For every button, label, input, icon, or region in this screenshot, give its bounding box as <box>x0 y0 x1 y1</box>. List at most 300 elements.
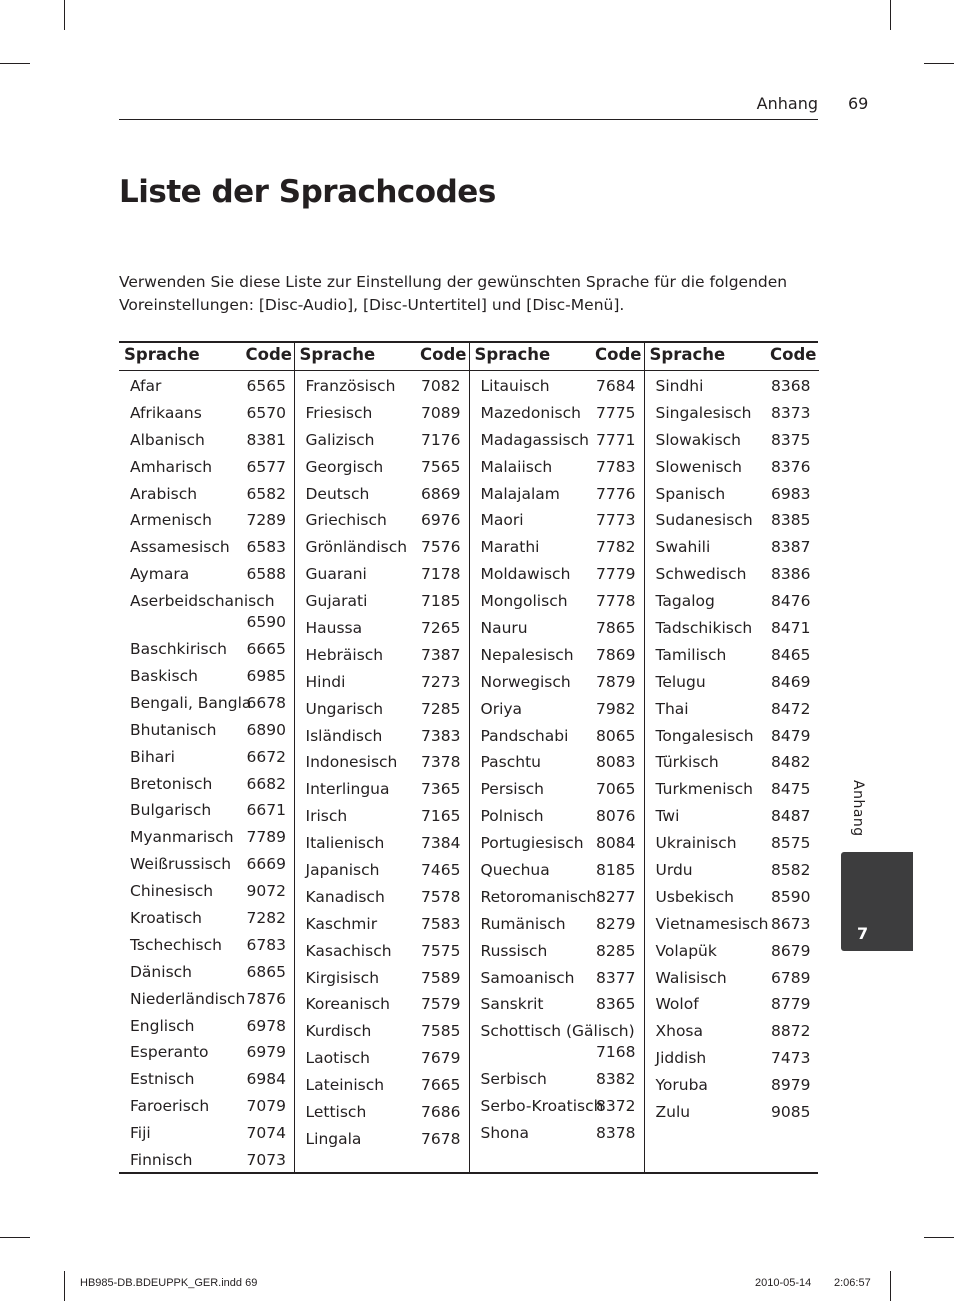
crop-mark <box>924 63 954 64</box>
table-row <box>295 400 469 427</box>
language-code: 7565 <box>421 457 461 476</box>
table-row <box>119 824 294 851</box>
footer-date: 2010-05-14 <box>755 1277 812 1289</box>
table-row <box>645 830 819 857</box>
table-row <box>645 723 819 750</box>
language-name: Dänisch <box>130 962 192 981</box>
language-code: 7773 <box>596 511 636 530</box>
table-row <box>470 1093 644 1120</box>
language-name: Deutsch <box>305 484 370 503</box>
table-row <box>295 938 469 965</box>
table-row <box>645 561 819 588</box>
table-row <box>295 991 469 1018</box>
language-name: Georgisch <box>305 457 384 476</box>
language-code: 7282 <box>246 909 286 928</box>
language-name: Guarani <box>305 565 367 584</box>
table-row <box>119 797 294 824</box>
language-code: 6783 <box>246 935 286 954</box>
column-header <box>119 343 294 371</box>
language-code: 7089 <box>421 403 461 422</box>
language-name: Telugu <box>655 672 706 691</box>
table-row <box>470 1018 644 1066</box>
language-name: Assamesisch <box>130 538 230 557</box>
table-row <box>119 588 294 636</box>
table-row <box>119 1013 294 1040</box>
table-row <box>470 669 644 696</box>
language-name: Galizisch <box>305 430 375 449</box>
language-name: Malajalam <box>480 484 560 503</box>
language-code: 7789 <box>246 828 286 847</box>
language-code: 8475 <box>771 780 811 799</box>
language-code: 8076 <box>596 807 636 826</box>
language-code: 8376 <box>771 457 811 476</box>
language-code: 6865 <box>246 962 286 981</box>
language-name: Esperanto <box>130 1043 209 1062</box>
language-name: Amharisch <box>130 457 213 476</box>
language-code: 6890 <box>246 720 286 739</box>
language-name: Aymara <box>130 565 190 584</box>
table-row <box>645 749 819 776</box>
language-name: Sindhi <box>655 377 704 395</box>
language-name: Volapük <box>655 941 717 960</box>
language-name: Lateinisch <box>305 1076 385 1095</box>
table-row <box>470 400 644 427</box>
language-code: 6588 <box>246 565 286 584</box>
table-row <box>470 696 644 723</box>
language-name: Usbekisch <box>655 887 734 906</box>
table-row <box>645 857 819 884</box>
language-name: Mongolisch <box>480 592 568 611</box>
table-row <box>119 1066 294 1093</box>
language-code: 7383 <box>421 726 461 745</box>
language-name: Xhosa <box>655 1022 703 1041</box>
language-code: 9072 <box>246 882 286 901</box>
language-name: Armenisch <box>130 511 212 530</box>
header-code: Code <box>420 345 467 364</box>
language-name: Malaiisch <box>480 457 553 476</box>
table-row <box>470 938 644 965</box>
table-row <box>295 454 469 481</box>
language-name: Moldawisch <box>480 565 571 584</box>
table-row <box>470 481 644 508</box>
language-name: Schwedisch <box>655 565 747 584</box>
table-row <box>470 373 644 400</box>
language-code: 6978 <box>246 1016 286 1035</box>
table-row <box>119 851 294 878</box>
language-name: Isländisch <box>305 726 383 745</box>
table-row <box>119 561 294 588</box>
language-code: 8386 <box>771 565 811 584</box>
language-name: Paschtu <box>480 753 541 772</box>
language-name: Aserbeidschanisch <box>130 592 275 611</box>
language-name: Mazedonisch <box>480 403 581 422</box>
table-row <box>295 776 469 803</box>
language-code: 7365 <box>421 780 461 799</box>
table-row <box>470 561 644 588</box>
language-name: Ukrainisch <box>655 834 737 853</box>
language-name: Slowenisch <box>655 457 742 476</box>
language-code: 8277 <box>596 887 636 906</box>
language-name: Turkmenisch <box>655 780 753 799</box>
language-name: Chinesisch <box>130 882 214 901</box>
table-column <box>294 343 469 1172</box>
language-code: 7775 <box>596 403 636 422</box>
table-row <box>470 857 644 884</box>
table-row <box>645 776 819 803</box>
table-row <box>470 534 644 561</box>
table-row <box>470 588 644 615</box>
language-code: 7165 <box>421 807 461 826</box>
language-code: 7273 <box>421 672 461 691</box>
table-row <box>645 1072 819 1099</box>
language-code: 8673 <box>771 914 811 933</box>
language-name: Pandschabi <box>480 726 569 745</box>
language-name: Bretonisch <box>130 774 213 793</box>
language-name: Kanadisch <box>305 887 385 906</box>
language-name: Shona <box>480 1124 529 1143</box>
table-row <box>295 427 469 454</box>
table-row <box>119 932 294 959</box>
header-language: Sprache <box>299 345 376 364</box>
language-name: Gujarati <box>305 592 368 611</box>
language-name: Bhutanisch <box>130 720 217 739</box>
language-code: 7778 <box>596 592 636 611</box>
table-row <box>119 771 294 798</box>
language-code: 6984 <box>246 1070 286 1089</box>
table-row <box>119 905 294 932</box>
language-name: Sudanesisch <box>655 511 753 530</box>
table-row <box>295 1045 469 1072</box>
table-row <box>119 481 294 508</box>
table-row <box>470 1120 644 1147</box>
table-row <box>645 427 819 454</box>
table-row <box>645 938 819 965</box>
table-row <box>295 1018 469 1045</box>
language-code: 6590 <box>246 613 286 632</box>
table-row <box>119 1093 294 1120</box>
table-row <box>645 642 819 669</box>
table-row <box>470 723 644 750</box>
table-row <box>470 642 644 669</box>
language-name: Kirgisisch <box>305 968 380 987</box>
language-name: Estnisch <box>130 1070 195 1089</box>
table-row <box>119 959 294 986</box>
table-row <box>295 965 469 992</box>
language-name: Sanskrit <box>480 995 544 1014</box>
table-row <box>470 803 644 830</box>
language-name: Arabisch <box>130 484 198 503</box>
table-row <box>645 1018 819 1045</box>
language-code: 8185 <box>596 861 636 880</box>
language-code: 6678 <box>246 693 286 712</box>
language-name: Polnisch <box>480 807 544 826</box>
table-column <box>469 343 644 1172</box>
language-code: 7579 <box>421 995 461 1014</box>
table-row <box>295 615 469 642</box>
header-code: Code <box>245 345 292 364</box>
language-code: 8465 <box>771 645 811 664</box>
table-row <box>295 481 469 508</box>
language-name: Afrikaans <box>130 403 202 422</box>
language-name: Haussa <box>305 619 363 638</box>
language-name: Retoromanisch <box>480 887 597 906</box>
language-code: 8487 <box>771 807 811 826</box>
crop-mark <box>924 1237 954 1238</box>
language-code: 9085 <box>771 1103 811 1122</box>
table-row <box>295 803 469 830</box>
language-name: Laotisch <box>305 1049 370 1068</box>
table-row <box>295 857 469 884</box>
table-row <box>295 1099 469 1126</box>
language-code: 8779 <box>771 995 811 1014</box>
table-row <box>295 561 469 588</box>
table-row <box>645 991 819 1018</box>
language-code: 8378 <box>596 1124 636 1143</box>
language-name: Tadschikisch <box>655 619 753 638</box>
language-name: Hindi <box>305 672 346 691</box>
language-code: 8582 <box>771 861 811 880</box>
language-name: Griechisch <box>305 511 387 530</box>
language-code: 6671 <box>246 801 286 820</box>
language-name: Hebräisch <box>305 645 384 664</box>
footer-time: 2:06:57 <box>834 1277 871 1289</box>
language-code: 6976 <box>421 511 461 530</box>
language-code: 7176 <box>421 430 461 449</box>
language-code: 8375 <box>771 430 811 449</box>
table-row <box>645 534 819 561</box>
language-code: 8381 <box>246 430 286 449</box>
crop-mark <box>0 1237 30 1238</box>
language-code: 7783 <box>596 457 636 476</box>
language-name: Myanmarisch <box>130 828 234 847</box>
language-code: 6570 <box>246 403 286 422</box>
table-row <box>119 690 294 717</box>
language-name: Nepalesisch <box>480 645 574 664</box>
column-header <box>645 343 819 371</box>
language-code: 8084 <box>596 834 636 853</box>
language-name: Marathi <box>480 538 540 557</box>
language-code: 7289 <box>246 511 286 530</box>
table-row <box>645 588 819 615</box>
language-code: 7583 <box>421 914 461 933</box>
table-row <box>470 991 644 1018</box>
language-name: Niederländisch <box>130 989 246 1008</box>
language-name: Weißrussisch <box>130 855 232 874</box>
running-header-section: Anhang <box>756 94 818 113</box>
header-rule <box>119 119 818 120</box>
language-code: 6983 <box>771 484 811 503</box>
table-row <box>119 427 294 454</box>
language-name: Norwegisch <box>480 672 571 691</box>
crop-mark <box>890 1271 891 1301</box>
table-row <box>295 696 469 723</box>
language-name: Swahili <box>655 538 711 557</box>
table-row <box>470 911 644 938</box>
table-row <box>119 744 294 771</box>
language-code: 7865 <box>596 619 636 638</box>
table-row <box>119 507 294 534</box>
language-code: 7578 <box>421 887 461 906</box>
table-row <box>295 588 469 615</box>
side-section-label: Anhang <box>850 780 866 837</box>
language-name: Kasachisch <box>305 941 392 960</box>
language-name: Interlingua <box>305 780 390 799</box>
language-name: Thai <box>655 699 689 718</box>
language-code: 6669 <box>246 855 286 874</box>
table-row <box>470 884 644 911</box>
table-row <box>645 1099 819 1126</box>
table-row <box>645 1045 819 1072</box>
language-code: 8476 <box>771 592 811 611</box>
language-code: 6582 <box>246 484 286 503</box>
language-code: 7869 <box>596 645 636 664</box>
language-name: Albanisch <box>130 430 205 449</box>
language-name: Oriya <box>480 699 523 718</box>
language-code: 7771 <box>596 430 636 449</box>
table-row <box>119 986 294 1013</box>
language-code: 8083 <box>596 753 636 772</box>
table-row <box>645 911 819 938</box>
table-row <box>295 669 469 696</box>
language-name: Yoruba <box>655 1076 708 1095</box>
table-row <box>295 830 469 857</box>
language-name: Türkisch <box>655 753 719 772</box>
language-name: Indonesisch <box>305 753 398 772</box>
table-row <box>645 400 819 427</box>
language-name: Wolof <box>655 995 699 1014</box>
footer-file: HB985-DB.BDEUPPK_GER.indd 69 <box>80 1277 258 1289</box>
language-name: Schottisch (Gälisch) <box>480 1022 635 1041</box>
language-name: Grönländisch <box>305 538 408 557</box>
table-row <box>470 615 644 642</box>
table-row <box>645 615 819 642</box>
language-name: Nauru <box>480 619 528 638</box>
language-code: 7378 <box>421 753 461 772</box>
table-row <box>119 878 294 905</box>
table-row <box>645 454 819 481</box>
header-code: Code <box>770 345 817 364</box>
language-name: Russisch <box>480 941 548 960</box>
language-code: 7678 <box>421 1129 461 1148</box>
language-code: 8469 <box>771 672 811 691</box>
table-column <box>644 343 819 1172</box>
table-row <box>119 400 294 427</box>
language-code: 8679 <box>771 941 811 960</box>
language-code: 7074 <box>246 1124 286 1143</box>
language-name: Vietnamesisch <box>655 914 769 933</box>
language-code: 7782 <box>596 538 636 557</box>
language-code: 8372 <box>596 1097 636 1116</box>
language-code: 7079 <box>246 1097 286 1116</box>
language-code: 7285 <box>421 699 461 718</box>
table-row <box>295 534 469 561</box>
column-header <box>470 343 644 371</box>
language-name: Spanisch <box>655 484 726 503</box>
table-row <box>645 481 819 508</box>
table-row <box>645 803 819 830</box>
language-name: Tongalesisch <box>655 726 754 745</box>
language-name: Tamilisch <box>655 645 727 664</box>
table-row <box>470 830 644 857</box>
table-row <box>119 717 294 744</box>
language-name: Bulgarisch <box>130 801 212 820</box>
table-row <box>119 373 294 400</box>
language-code: 8979 <box>771 1076 811 1095</box>
language-code: 7178 <box>421 565 461 584</box>
chapter-tab <box>841 852 913 951</box>
language-name: Samoanisch <box>480 968 575 987</box>
language-code: 8387 <box>771 538 811 557</box>
table-row <box>119 1120 294 1147</box>
language-code: 7575 <box>421 941 461 960</box>
language-code: 8377 <box>596 968 636 987</box>
table-row <box>119 454 294 481</box>
header-code: Code <box>595 345 642 364</box>
table-row <box>119 1147 294 1174</box>
table-row <box>295 1072 469 1099</box>
language-code: 7679 <box>421 1049 461 1068</box>
language-code: 7168 <box>596 1043 636 1062</box>
language-code: 6565 <box>246 377 286 395</box>
language-code: 6869 <box>421 484 461 503</box>
language-code: 8472 <box>771 699 811 718</box>
language-name: Kurdisch <box>305 1022 372 1041</box>
crop-mark <box>64 0 65 30</box>
table-row <box>645 965 819 992</box>
language-code: 8373 <box>771 403 811 422</box>
table-row <box>295 884 469 911</box>
language-code: 8575 <box>771 834 811 853</box>
language-name: Irisch <box>305 807 348 826</box>
header-language: Sprache <box>474 345 551 364</box>
table-row <box>295 723 469 750</box>
language-name: Kaschmir <box>305 914 378 933</box>
language-code: 6682 <box>246 774 286 793</box>
table-row <box>470 507 644 534</box>
language-name: Jiddish <box>655 1049 707 1068</box>
language-name: Faroerisch <box>130 1097 210 1116</box>
language-name: Walisisch <box>655 968 727 987</box>
language-name: Französisch <box>305 377 396 395</box>
language-code: 8482 <box>771 753 811 772</box>
language-code: 7684 <box>596 377 636 395</box>
language-code: 7082 <box>421 377 461 395</box>
language-code: 6979 <box>246 1043 286 1062</box>
table-row <box>645 669 819 696</box>
language-code: 8479 <box>771 726 811 745</box>
intro-paragraph: Verwenden Sie diese Liste zur Einstellung der gewünschten Sprache für die folgenden Voreinstellungen: [Disc-Audio], [Disc-Untertitel] und [Disc-Menü]. <box>119 273 788 314</box>
table-row <box>295 507 469 534</box>
language-name: Bihari <box>130 747 175 766</box>
table-row <box>119 636 294 663</box>
language-name: Italienisch <box>305 834 385 853</box>
header-language: Sprache <box>124 345 200 364</box>
table-row <box>470 427 644 454</box>
language-code: 8365 <box>596 995 636 1014</box>
language-name: Baskisch <box>130 667 198 686</box>
crop-mark <box>0 63 30 64</box>
language-name: Persisch <box>480 780 545 799</box>
language-name: Bengali, Bangla <box>130 693 252 712</box>
language-code: 7779 <box>596 565 636 584</box>
language-name: Baschkirisch <box>130 640 227 659</box>
language-code: 7576 <box>421 538 461 557</box>
language-name: Litauisch <box>480 377 550 395</box>
language-code: 8471 <box>771 619 811 638</box>
language-name: Friesisch <box>305 403 373 422</box>
language-code: 6672 <box>246 747 286 766</box>
table-row <box>645 884 819 911</box>
